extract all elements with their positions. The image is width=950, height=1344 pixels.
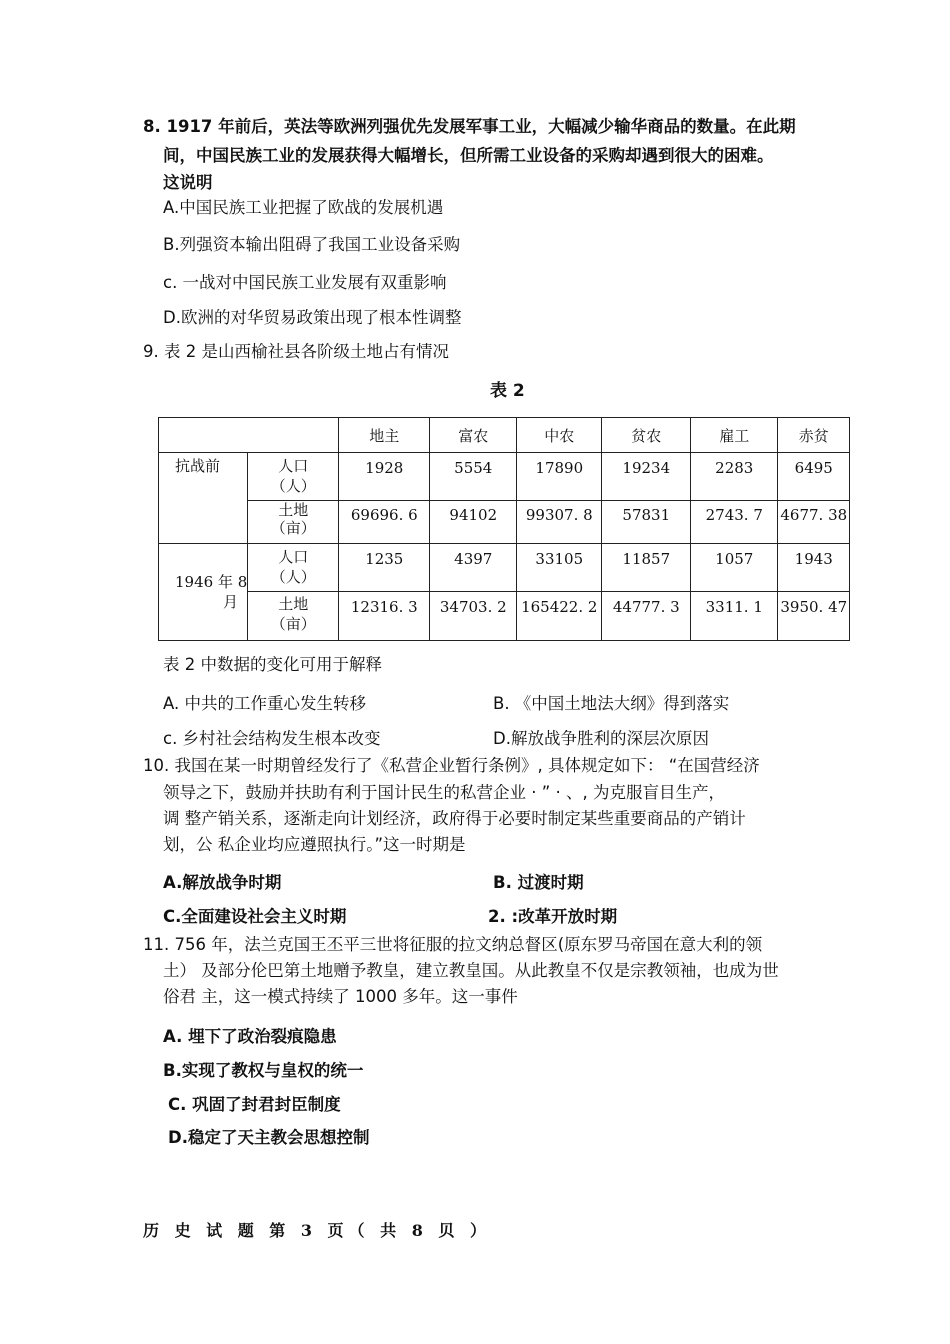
table-cell: 3950. 47 bbox=[778, 592, 850, 641]
q8-option-a: A.中国民族工业把握了欧战的发展机遇 bbox=[163, 198, 444, 217]
table-cell: 44777. 3 bbox=[602, 592, 691, 641]
table-cell: 57831 bbox=[602, 501, 691, 544]
q9-question: 表 2 中数据的变化可用于解释 bbox=[163, 655, 382, 674]
period-label-text-2: 月 bbox=[223, 593, 239, 611]
land-table bbox=[158, 417, 850, 641]
q11-stem-line-2: 土） 及部分伦巴第土地赠予教皇，建立教皇国。从此教皇不仅是宗教领袖，也成为世 bbox=[163, 961, 779, 980]
table-cell: 33105 bbox=[517, 544, 602, 592]
q10-option-a: A.解放战争时期 bbox=[163, 873, 282, 892]
q10-option-c: C.全面建设社会主义时期 bbox=[163, 907, 347, 926]
q10-stem-line-2: 领导之下，鼓励并扶助有利于国计民生的私营企业 · ” · 、, 为克服盲目生产， bbox=[163, 783, 726, 802]
row-label-2: （亩） bbox=[270, 519, 316, 537]
row-label-2: （人） bbox=[270, 568, 316, 586]
table-cell: 12316. 3 bbox=[339, 592, 430, 641]
table-cell: 34703. 2 bbox=[430, 592, 517, 641]
period-label-text: 抗战前 bbox=[175, 457, 221, 475]
q11-option-c: C. 巩固了封君封臣制度 bbox=[168, 1095, 341, 1114]
column-header: 雇工 bbox=[691, 418, 778, 453]
q10-option-d: 2. :改革开放时期 bbox=[488, 907, 618, 926]
table-cell: 2743. 7 bbox=[691, 501, 778, 544]
q10-option-b: B. 过渡时期 bbox=[493, 873, 584, 892]
period-label bbox=[159, 544, 248, 641]
table-cell: 165422. 2 bbox=[517, 592, 602, 641]
column-header: 地主 bbox=[339, 418, 430, 453]
period-label-text: 1946 年 8 bbox=[175, 573, 248, 591]
column-header: 贫农 bbox=[602, 418, 691, 453]
column-header: 富农 bbox=[430, 418, 517, 453]
row-label-1: 土地 bbox=[278, 501, 309, 519]
table-cell: 4677. 38 bbox=[778, 501, 850, 544]
page-footer: 历 史 试 题 第 3 页（ 共 8 贝 ） bbox=[143, 1221, 491, 1240]
table-cell: 1943 bbox=[778, 544, 850, 592]
q8-stem-line-3: 这说明 bbox=[163, 173, 213, 192]
table-corner-cell bbox=[159, 418, 339, 453]
row-label bbox=[248, 501, 339, 544]
row-label-1: 人口 bbox=[278, 548, 309, 566]
row-label-1: 人口 bbox=[278, 457, 309, 475]
q9-stem: 9. 表 2 是山西榆社县各阶级土地占有情况 bbox=[143, 342, 449, 361]
table-cell: 69696. 6 bbox=[339, 501, 430, 544]
table-cell: 11857 bbox=[602, 544, 691, 592]
q9-option-b: B. 《中国土地法大纲》得到落实 bbox=[493, 694, 730, 713]
q8-option-c: c. 一战对中国民族工业发展有双重影响 bbox=[163, 273, 447, 292]
table-cell: 17890 bbox=[517, 453, 602, 501]
q11-option-d: D.稳定了天主教会思想控制 bbox=[168, 1128, 370, 1147]
row-label-1: 土地 bbox=[278, 595, 309, 613]
table-cell: 99307. 8 bbox=[517, 501, 602, 544]
table-cell: 5554 bbox=[430, 453, 517, 501]
row-label bbox=[248, 453, 339, 501]
column-header: 赤贫 bbox=[778, 418, 850, 453]
table-cell: 1057 bbox=[691, 544, 778, 592]
q11-stem-line-3: 俗君 主，这一模式持续了 1000 多年。这一事件 bbox=[163, 987, 518, 1006]
q8-stem-line-2: 间，中国民族工业的发展获得大幅增长，但所需工业设备的采购却遇到很大的困难。 bbox=[163, 146, 774, 165]
table-title: 表 2 bbox=[490, 381, 525, 401]
row-label-2: （人） bbox=[270, 477, 316, 495]
table-cell: 3311. 1 bbox=[691, 592, 778, 641]
period-label bbox=[159, 453, 248, 544]
q8-stem-line-1: 8. 1917 年前后，英法等欧洲列强优先发展军事工业，大幅减少输华商品的数量。在此期 bbox=[143, 117, 796, 136]
table-cell: 94102 bbox=[430, 501, 517, 544]
q11-option-a: A. 埋下了政治裂痕隐患 bbox=[163, 1027, 337, 1046]
q8-option-b: B.列强资本输出阻碍了我国工业设备采购 bbox=[163, 235, 461, 254]
row-label bbox=[248, 544, 339, 592]
q9-option-d: D.解放战争胜利的深层次原因 bbox=[493, 729, 709, 748]
q10-stem-line-4: 划，公 私企业均应遵照执行。”这一时期是 bbox=[163, 835, 466, 854]
column-header: 中农 bbox=[517, 418, 602, 453]
table-cell: 6495 bbox=[778, 453, 850, 501]
q11-option-b: B.实现了教权与皇权的统一 bbox=[163, 1061, 364, 1080]
q10-stem-line-1: 10. 我国在某一时期曾经发行了《私营企业暂行条例》, 具体规定如下： “在国营经济 bbox=[143, 756, 760, 775]
q10-stem-line-3: 调 整产销关系，逐渐走向计划经济，政府得于必要时制定某些重要商品的产销计 bbox=[163, 809, 746, 828]
q8-option-d: D.欧洲的对华贸易政策出现了根本性调整 bbox=[163, 308, 462, 327]
table-cell: 2283 bbox=[691, 453, 778, 501]
table-cell: 1235 bbox=[339, 544, 430, 592]
q9-option-c: c. 乡村社会结构发生根本改变 bbox=[163, 729, 381, 748]
table-cell: 1928 bbox=[339, 453, 430, 501]
row-label bbox=[248, 592, 339, 641]
q11-stem-line-1: 11. 756 年，法兰克国王丕平三世将征服的拉文纳总督区(原东罗马帝国在意大利的领 bbox=[143, 935, 763, 954]
table-cell: 19234 bbox=[602, 453, 691, 501]
q9-option-a: A. 中共的工作重心发生转移 bbox=[163, 694, 366, 713]
table-cell: 4397 bbox=[430, 544, 517, 592]
row-label-2: （亩） bbox=[270, 615, 316, 633]
